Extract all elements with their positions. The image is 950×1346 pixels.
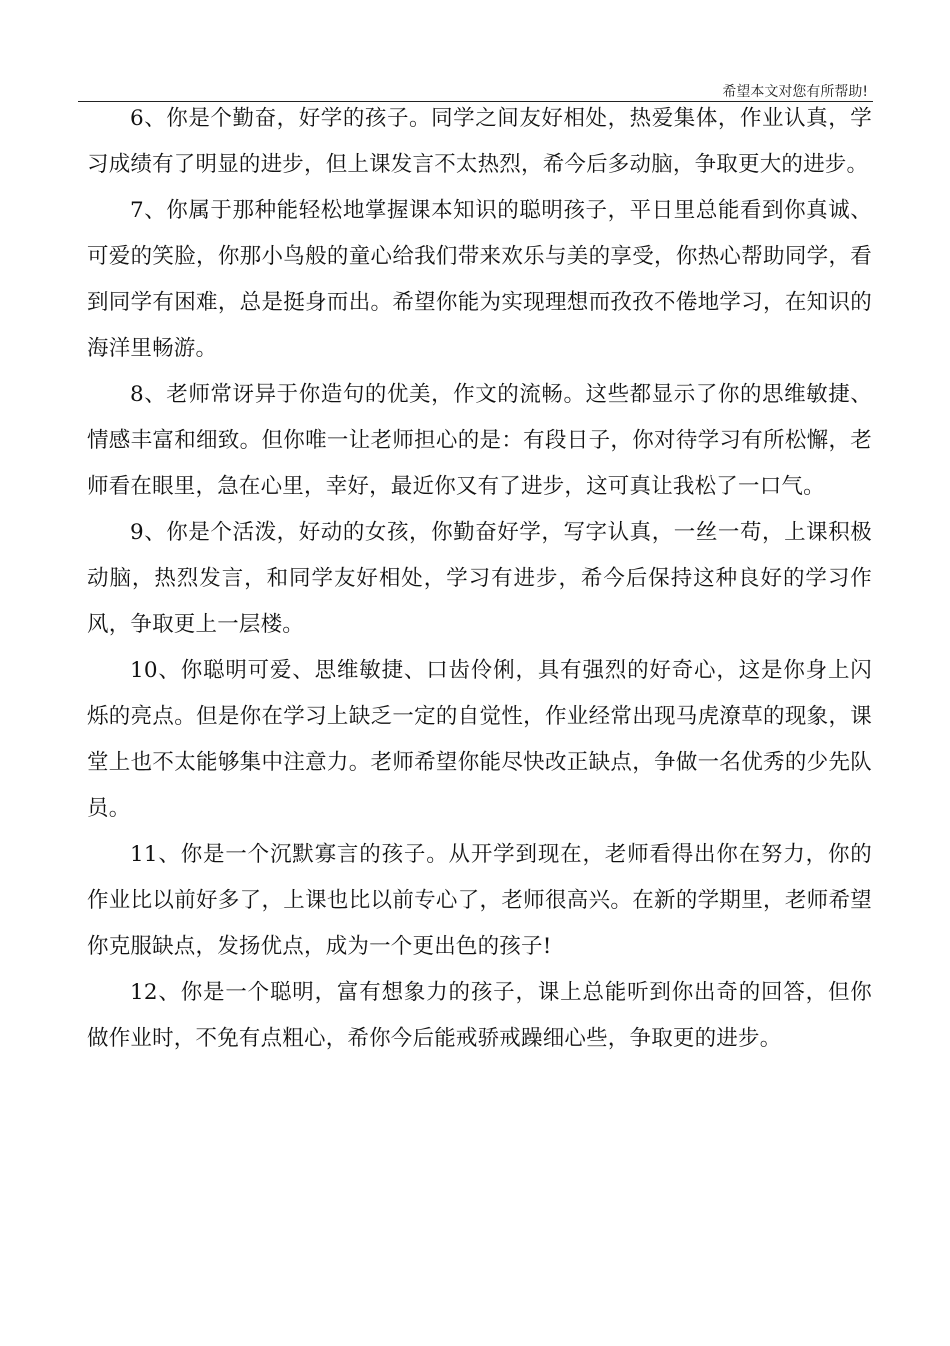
comment-paragraph-6: 6、你是个勤奋，好学的孩子。同学之间友好相处，热爱集体，作业认真，学习成绩有了明显的进步，但上课发言不太热烈，希今后多动脑，争取更大的进步。 <box>87 106 872 177</box>
comment-paragraph-8: 8、老师常讶异于你造句的优美，作文的流畅。这些都显示了你的思维敏捷、情感丰富和细致。但你唯一让老师担心的是：有段日子，你对待学习有所松懈，老师看在眼里，急在心里，幸好，最近你又有了进步，这可真让我松了一口气。 <box>87 382 872 499</box>
comment-paragraph-11: 11、你是一个沉默寡言的孩子。从开学到现在，老师看得出你在努力，你的作业比以前好多了，上课也比以前专心了，老师很高兴。在新的学期里，老师希望你克服缺点，发扬优点，成为一个更出色的孩子! <box>87 842 872 959</box>
header-note: 希望本文对您有所帮助! <box>722 84 868 100</box>
comment-paragraph-12: 12、你是一个聪明，富有想象力的孩子，课上总能听到你出奇的回答，但你做作业时，不免有点粗心，希你今后能戒骄戒躁细心些，争取更的进步。 <box>87 980 872 1051</box>
comment-paragraph-7: 7、你属于那种能轻松地掌握课本知识的聪明孩子，平日里总能看到你真诚、可爱的笑脸，你那小鸟般的童心给我们带来欢乐与美的享受，你热心帮助同学，看到同学有困难，总是挺身而出。希望你能为实现理想而孜孜不倦地学习，在知识的海洋里畅游。 <box>87 198 872 361</box>
comment-paragraph-10: 10、你聪明可爱、思维敏捷、口齿伶俐，具有强烈的好奇心，这是你身上闪烁的亮点。但是你在学习上缺乏一定的自觉性，作业经常出现马虎潦草的现象，课堂上也不太能够集中注意力。老师希望你能尽快改正缺点，争做一名优秀的少先队员。 <box>87 658 872 821</box>
document-body <box>87 96 872 1062</box>
comment-paragraph-9: 9、你是个活泼，好动的女孩，你勤奋好学，写字认真，一丝一苟，上课积极动脑，热烈发言，和同学友好相处，学习有进步，希今后保持这种良好的学习作风，争取更上一层楼。 <box>87 520 872 637</box>
